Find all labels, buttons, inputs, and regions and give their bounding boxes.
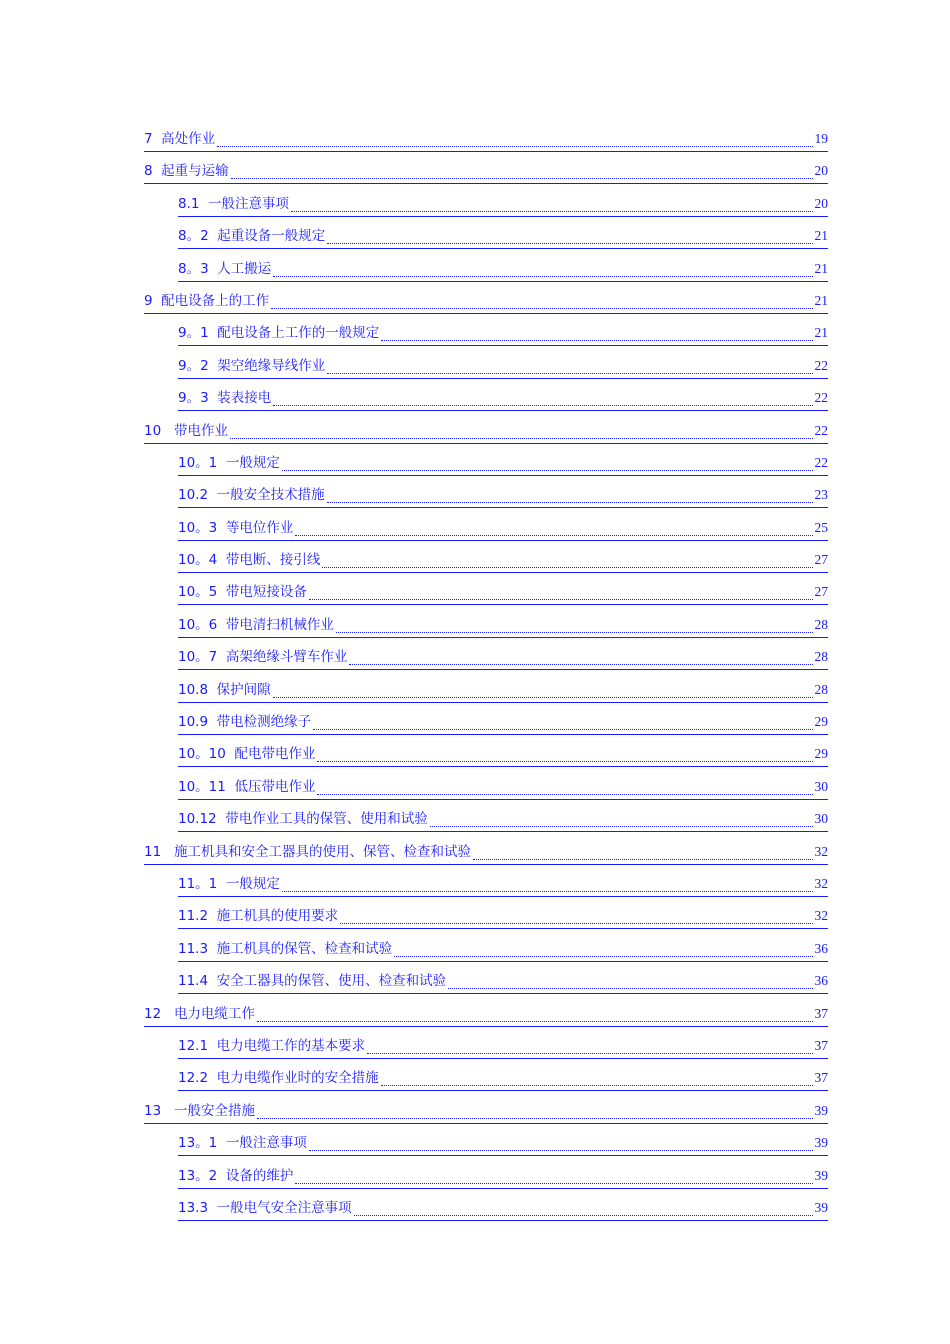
toc-entry-title: 13。2 设备的维护 (178, 1167, 294, 1184)
toc-entry-title: 10.12 带电作业工具的保管、使用和试验 (178, 811, 428, 828)
toc-entry-line (144, 130, 828, 152)
dot-leader (257, 1117, 812, 1119)
toc-entry[interactable] (178, 446, 828, 478)
dot-leader (430, 825, 813, 827)
toc-entry-line (144, 162, 828, 184)
toc-entry-line (178, 713, 828, 735)
toc-entry-page-number: 32 (814, 875, 828, 891)
toc-entry[interactable] (178, 608, 828, 640)
toc-entry-line (144, 292, 828, 314)
toc-entry-page-number: 21 (814, 325, 828, 341)
dot-leader (327, 501, 813, 503)
toc-entry-page-number: 25 (814, 519, 828, 535)
dot-leader (273, 275, 812, 277)
toc-entry-title: 10。10 配电带电作业 (178, 746, 316, 763)
toc-entry[interactable] (178, 640, 828, 672)
dot-leader (327, 242, 812, 244)
toc-entry-line (178, 940, 828, 962)
toc-entry[interactable] (178, 252, 828, 284)
dot-leader (448, 987, 812, 989)
toc-entry-title: 10。4 带电断、接引线 (178, 552, 321, 569)
toc-entry-line (178, 486, 828, 508)
toc-entry-title: 10.9 带电检测绝缘子 (178, 714, 312, 731)
dot-leader (381, 339, 812, 341)
toc-entry-title: 10。3 等电位作业 (178, 519, 294, 536)
toc-entry[interactable] (178, 316, 828, 348)
dot-leader (322, 566, 812, 568)
toc-entry-line (178, 519, 828, 541)
dot-leader (367, 1052, 812, 1054)
toc-entry-title: 9。2 架空绝缘导线作业 (178, 357, 326, 374)
toc-entry-page-number: 28 (814, 649, 828, 665)
dot-leader (295, 534, 812, 536)
toc-entry[interactable] (178, 867, 828, 899)
toc-entry-page-number: 22 (814, 390, 828, 406)
toc-entry-title: 12.1 电力电缆工作的基本要求 (178, 1037, 366, 1054)
toc-entry-line (178, 324, 828, 346)
toc-entry-title: 10。7 高架绝缘斗臂车作业 (178, 649, 348, 666)
toc-entry-line (144, 422, 828, 444)
toc-entry[interactable] (178, 187, 828, 219)
toc-entry-page-number: 39 (814, 1102, 828, 1118)
toc-entry[interactable] (144, 414, 828, 446)
toc-entry[interactable] (178, 349, 828, 381)
toc-entry-page-number: 30 (814, 811, 828, 827)
toc-entry-title: 12.2 电力电缆作业时的安全措施 (178, 1070, 379, 1087)
toc-entry-title: 13。1 一般注意事项 (178, 1135, 307, 1152)
toc-entry-page-number: 39 (814, 1199, 828, 1215)
toc-entry-title: 12 电力电缆工作 (144, 1005, 256, 1022)
dot-leader (291, 210, 812, 212)
toc-entry-title: 11.3 施工机具的保管、检查和试验 (178, 940, 393, 957)
toc-entry-line (178, 616, 828, 638)
dot-leader (309, 598, 813, 600)
toc-entry-page-number: 21 (814, 228, 828, 244)
toc-entry-page-number: 22 (814, 422, 828, 438)
toc-entry[interactable] (178, 1061, 828, 1093)
toc-entry-page-number: 27 (814, 584, 828, 600)
toc-entry[interactable] (178, 737, 828, 769)
toc-entry[interactable] (178, 381, 828, 413)
toc-entry[interactable] (144, 122, 828, 154)
toc-entry-page-number: 21 (814, 292, 828, 308)
toc-entry-page-number: 22 (814, 454, 828, 470)
toc-entry[interactable] (178, 511, 828, 543)
toc-entry-page-number: 30 (814, 778, 828, 794)
toc-entry-title: 11 施工机具和安全工器具的使用、保管、检查和试验 (144, 843, 472, 860)
toc-entry-line (178, 1199, 828, 1221)
dot-leader (317, 793, 812, 795)
toc-entry-title: 9。1 配电设备上工作的一般规定 (178, 325, 380, 342)
toc-entry-line (178, 810, 828, 832)
toc-entry-page-number: 23 (814, 487, 828, 503)
toc-entry-title: 9。3 装表接电 (178, 390, 272, 407)
toc-entry[interactable] (144, 154, 828, 186)
toc-entry-title: 11。1 一般规定 (178, 875, 280, 892)
toc-entry-page-number: 32 (814, 908, 828, 924)
toc-entry-line (178, 1069, 828, 1091)
toc-entry[interactable] (178, 705, 828, 737)
toc-entry[interactable] (178, 543, 828, 575)
toc-entry-title: 9 配电设备上的工作 (144, 292, 270, 309)
toc-entry[interactable] (178, 478, 828, 510)
toc-entry-title: 10.2 一般安全技术措施 (178, 487, 325, 504)
toc-entry[interactable] (144, 997, 828, 1029)
toc-entry-line (178, 389, 828, 411)
toc-entry-page-number: 22 (814, 357, 828, 373)
dot-leader (295, 1182, 812, 1184)
toc-entry-title: 10。11 低压带电作业 (178, 778, 316, 795)
toc-entry-page-number: 36 (814, 940, 828, 956)
toc-entry-line (178, 648, 828, 670)
dot-leader (271, 307, 812, 309)
dot-leader (273, 696, 813, 698)
toc-entry-line (178, 1167, 828, 1189)
toc-entry-title: 8 起重与运输 (144, 163, 229, 180)
toc-entry-line (178, 745, 828, 767)
dot-leader (309, 1149, 813, 1151)
dot-leader (336, 631, 813, 633)
dot-leader (354, 1214, 813, 1216)
toc-entry-page-number: 29 (814, 746, 828, 762)
toc-entry-page-number: 29 (814, 714, 828, 730)
toc-entry-line (178, 551, 828, 573)
table-of-contents (0, 122, 950, 1223)
toc-entry[interactable] (178, 1159, 828, 1191)
toc-entry-title: 10。1 一般规定 (178, 454, 280, 471)
toc-entry-line (178, 681, 828, 703)
toc-entry-title: 13 一般安全措施 (144, 1102, 256, 1119)
toc-entry-title: 10。5 带电短接设备 (178, 584, 307, 601)
toc-entry[interactable] (144, 1094, 828, 1126)
dot-leader (230, 437, 812, 439)
toc-entry[interactable] (178, 802, 828, 834)
dot-leader (394, 955, 812, 957)
toc-entry-page-number: 36 (814, 973, 828, 989)
toc-entry-line (178, 778, 828, 800)
toc-entry-page-number: 37 (814, 1037, 828, 1053)
dot-leader (349, 663, 812, 665)
dot-leader (340, 922, 812, 924)
dot-leader (473, 858, 812, 860)
toc-entry-line (178, 195, 828, 217)
toc-entry-line (178, 260, 828, 282)
toc-entry[interactable] (178, 932, 828, 964)
toc-entry-title: 8。3 人工搬运 (178, 260, 272, 277)
toc-entry-page-number: 37 (814, 1005, 828, 1021)
toc-entry-line (178, 907, 828, 929)
toc-entry[interactable] (178, 1126, 828, 1158)
toc-entry-page-number: 28 (814, 681, 828, 697)
toc-entry[interactable] (178, 1191, 828, 1223)
toc-entry-title: 8。2 起重设备一般规定 (178, 228, 326, 245)
dot-leader (317, 760, 812, 762)
toc-entry-title: 10。6 带电清扫机械作业 (178, 616, 334, 633)
toc-entry[interactable] (178, 1029, 828, 1061)
toc-entry-page-number: 39 (814, 1167, 828, 1183)
toc-entry[interactable] (178, 219, 828, 251)
toc-entry-page-number: 28 (814, 616, 828, 632)
toc-entry-page-number: 39 (814, 1135, 828, 1151)
toc-entry-line (178, 1037, 828, 1059)
toc-entry-title: 8.1 一般注意事项 (178, 195, 290, 212)
toc-entry-line (178, 227, 828, 249)
toc-entry-title: 11.4 安全工器具的保管、使用、检查和试验 (178, 973, 447, 990)
toc-entry-page-number: 19 (814, 131, 828, 146)
toc-entry-page-number: 27 (814, 552, 828, 568)
dot-leader (327, 372, 812, 374)
toc-entry-line (178, 1134, 828, 1156)
dot-leader (282, 469, 813, 471)
toc-entry-page-number: 21 (814, 260, 828, 276)
dot-leader (217, 145, 812, 147)
toc-entry-line (178, 875, 828, 897)
toc-entry-title: 10.8 保护间隙 (178, 681, 271, 698)
toc-entry-title: 11.2 施工机具的使用要求 (178, 908, 339, 925)
dot-leader (282, 890, 813, 892)
toc-entry-page-number: 37 (814, 1070, 828, 1086)
toc-entry-line (178, 454, 828, 476)
toc-entry-title: 13.3 一般电气安全注意事项 (178, 1199, 352, 1216)
toc-entry[interactable] (178, 964, 828, 996)
toc-entry[interactable] (178, 673, 828, 705)
dot-leader (231, 177, 813, 179)
toc-entry-title: 7 高处作业 (144, 131, 216, 147)
toc-entry-page-number: 20 (814, 195, 828, 211)
toc-entry-line (178, 583, 828, 605)
toc-entry-line (144, 1102, 828, 1124)
toc-entry[interactable] (144, 835, 828, 867)
toc-entry[interactable] (144, 284, 828, 316)
toc-entry[interactable] (178, 770, 828, 802)
toc-entry[interactable] (178, 899, 828, 931)
dot-leader (273, 404, 812, 406)
dot-leader (313, 728, 812, 730)
toc-entry-line (144, 1005, 828, 1027)
toc-entry[interactable] (178, 575, 828, 607)
toc-entry-line (178, 972, 828, 994)
toc-entry-line (144, 843, 828, 865)
dot-leader (257, 1020, 812, 1022)
toc-entry-page-number: 20 (814, 163, 828, 179)
toc-entry-page-number: 32 (814, 843, 828, 859)
toc-entry-line (178, 357, 828, 379)
dot-leader (381, 1084, 813, 1086)
toc-entry-title: 10 带电作业 (144, 422, 229, 439)
